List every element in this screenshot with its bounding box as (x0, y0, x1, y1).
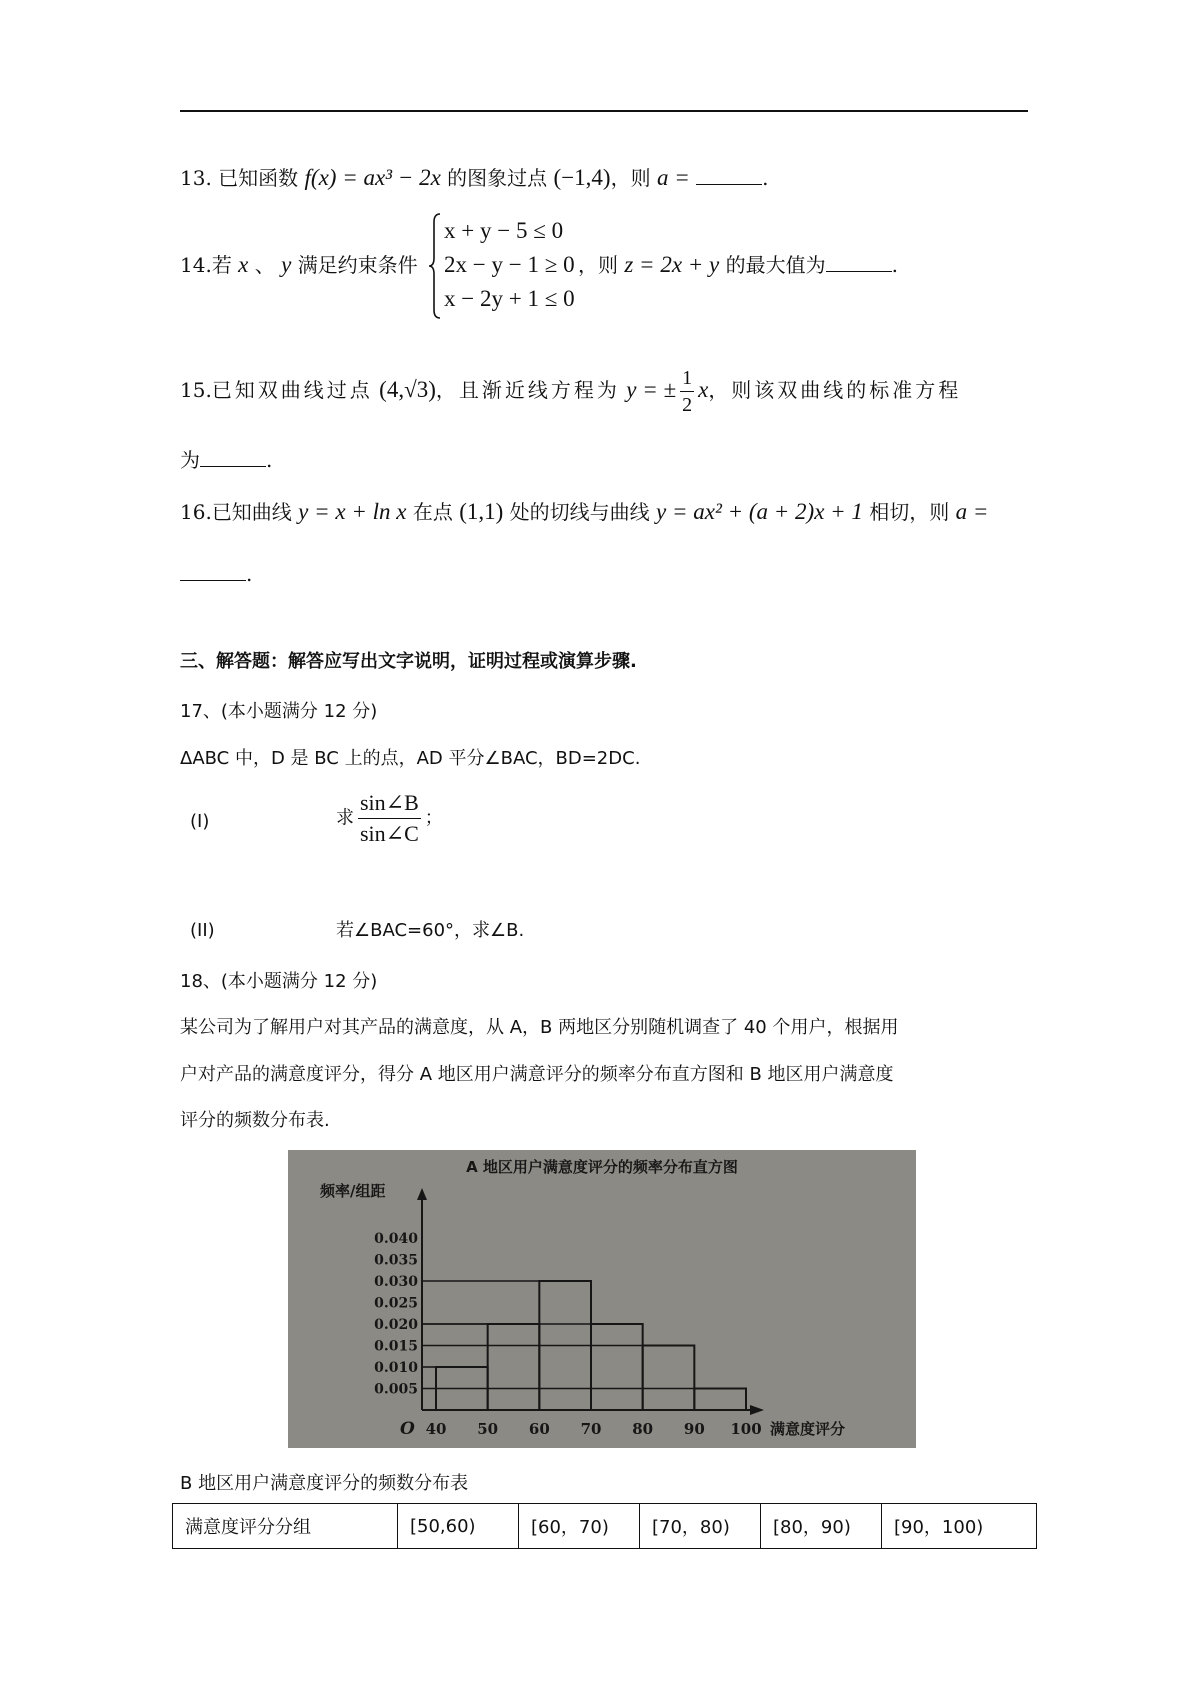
y-tick-label: 0.030 (374, 1274, 418, 1290)
histogram-bar (643, 1346, 695, 1411)
table-row (173, 1504, 1037, 1549)
histogram-chart (288, 1150, 916, 1448)
x-axis-label: 满意度评分 (770, 1420, 846, 1438)
x-tick-label: 70 (580, 1420, 602, 1438)
table-caption: B 地区用户满意度评分的频数分布表 (180, 1473, 469, 1494)
section-heading: 三、解答题：解答应写出文字说明，证明过程或演算步骤. (180, 651, 637, 672)
part-2-text: 若∠BAC=60°，求∠B. (336, 920, 525, 941)
question-15-line2 (180, 446, 272, 474)
asymptote-left: y = ± (626, 377, 677, 402)
part-2-label: (II) (190, 920, 215, 941)
fraction-denominator: sin∠C (360, 821, 419, 846)
question-number: 15. (180, 378, 212, 402)
question-14 (180, 251, 418, 279)
asymptote-right: x (698, 377, 709, 402)
fraction (358, 790, 421, 847)
answer-blank[interactable] (200, 446, 266, 467)
question-16 (180, 498, 988, 526)
y-tick-label: 0.035 (374, 1252, 418, 1269)
question-18-text: 评分的频数分布表. (180, 1110, 330, 1131)
period: . (266, 448, 273, 472)
question-17-title: 17、(本小题满分 12 分) (180, 701, 378, 722)
objective: z = 2x + y (624, 252, 720, 277)
table-cell: [90，100) (882, 1504, 1037, 1549)
table-cell: [80，90) (761, 1504, 882, 1549)
question-text: 相切，则 (869, 500, 950, 524)
part-1-label: (I) (190, 811, 210, 832)
question-text: 已知曲线 (211, 500, 292, 524)
question-number: 13. (180, 166, 212, 190)
frequency-table (172, 1503, 1037, 1549)
fraction (680, 367, 694, 416)
table-cell: [70，80) (640, 1504, 761, 1549)
question-text: 在点 (412, 500, 453, 524)
question-text: 的最大值为 (725, 253, 826, 277)
y-tick-label: 0.010 (374, 1360, 418, 1376)
table-cell: 满意度评分分组 (173, 1504, 398, 1549)
x-tick-label: 80 (632, 1420, 654, 1438)
question-18-text: 某公司为了解用户对其产品的满意度，从 A，B 两地区分别随机调查了 40 个用户，根据用 (180, 1017, 899, 1038)
question-text: 已知双曲线过点 (211, 378, 373, 402)
formula: f(x) = ax³ − 2x (304, 165, 441, 190)
answer-blank[interactable] (696, 164, 762, 185)
point: (4,√3) (379, 377, 436, 402)
y-tick-label: 0.020 (374, 1317, 418, 1333)
table-cell: [50,60) (398, 1504, 519, 1549)
question-text: 满足约束条件 (297, 253, 418, 277)
origin-label: O (400, 1419, 415, 1439)
y-tick-label: 0.015 (374, 1338, 418, 1355)
curve-2: y = ax² + (a + 2)x + 1 (656, 499, 863, 524)
constraint-1: x + y − 5 ≤ 0 (444, 218, 564, 243)
left-brace-icon (428, 212, 442, 320)
question-text: 处的切线与曲线 (509, 500, 650, 524)
question-text: 的图象过点 (447, 166, 548, 190)
table-cell: [60，70) (519, 1504, 640, 1549)
question-text: 若 (211, 253, 232, 277)
variable: a = (656, 165, 690, 190)
curve-1: y = x + ln x (298, 499, 407, 524)
question-14-tail (578, 251, 898, 279)
y-tick-label: 0.005 (374, 1381, 418, 1398)
point: (1,1) (459, 499, 504, 524)
part-1-body (336, 790, 443, 847)
y-tick-label: 0.025 (374, 1295, 418, 1312)
y-axis-label: 频率/组距 (320, 1182, 386, 1200)
separator: 、 (254, 253, 275, 277)
answer-blank[interactable] (826, 251, 892, 272)
x-axis-arrow-icon (750, 1405, 764, 1415)
chart-title: A 地区用户满意度评分的频率分布直方图 (466, 1158, 738, 1176)
question-text: 为 (180, 448, 200, 472)
question-17-stem: ΔABC 中，D 是 BC 上的点，AD 平分∠BAC，BD=2DC. (180, 748, 641, 769)
variable: y (281, 252, 292, 277)
part-text: ； (424, 807, 443, 829)
histogram-photo (288, 1150, 916, 1448)
x-tick-label: 40 (425, 1420, 447, 1438)
x-tick-label: 90 (683, 1420, 705, 1438)
question-18-text: 户对产品的满意度评分，得分 A 地区用户满意评分的频率分布直方图和 B 地区用户满意度 (180, 1064, 894, 1085)
period: . (891, 253, 898, 277)
histogram-bar (694, 1389, 746, 1411)
question-16-line2 (180, 560, 252, 588)
fraction-numerator: sin∠B (358, 790, 421, 819)
y-tick-label: 0.040 (374, 1231, 418, 1247)
fraction-denominator: 2 (682, 394, 693, 416)
x-tick-label: 60 (528, 1420, 550, 1438)
question-text: 已知函数 (218, 166, 299, 190)
variable: x (238, 252, 249, 277)
part-text: 求 (336, 807, 354, 829)
question-text: ，则 (610, 166, 651, 190)
period: . (762, 166, 769, 190)
y-axis-arrow-icon (417, 1188, 427, 1200)
answer-blank[interactable] (180, 560, 246, 581)
x-tick-label: 50 (477, 1420, 499, 1438)
x-tick-label: 100 (730, 1420, 762, 1438)
question-15 (180, 365, 961, 416)
question-13 (180, 164, 768, 192)
question-number: 16. (180, 500, 212, 524)
question-text: ，则该双曲线的标准方程 (708, 378, 962, 402)
question-number: 14. (180, 253, 212, 277)
top-rule (180, 110, 1028, 112)
question-text: ，则 (578, 253, 618, 277)
point: (−1,4) (553, 165, 611, 190)
period: . (246, 562, 253, 586)
constraint-3: x − 2y + 1 ≤ 0 (444, 286, 575, 311)
fraction-numerator: 1 (680, 367, 694, 392)
histogram-bar (591, 1324, 643, 1410)
question-text: ，且渐近线方程为 (435, 378, 620, 402)
variable: a = (955, 499, 989, 524)
constraint-2: 2x − y − 1 ≥ 0 (444, 252, 575, 277)
histogram-bar (488, 1324, 540, 1410)
question-18-title: 18、(本小题满分 12 分) (180, 971, 378, 992)
